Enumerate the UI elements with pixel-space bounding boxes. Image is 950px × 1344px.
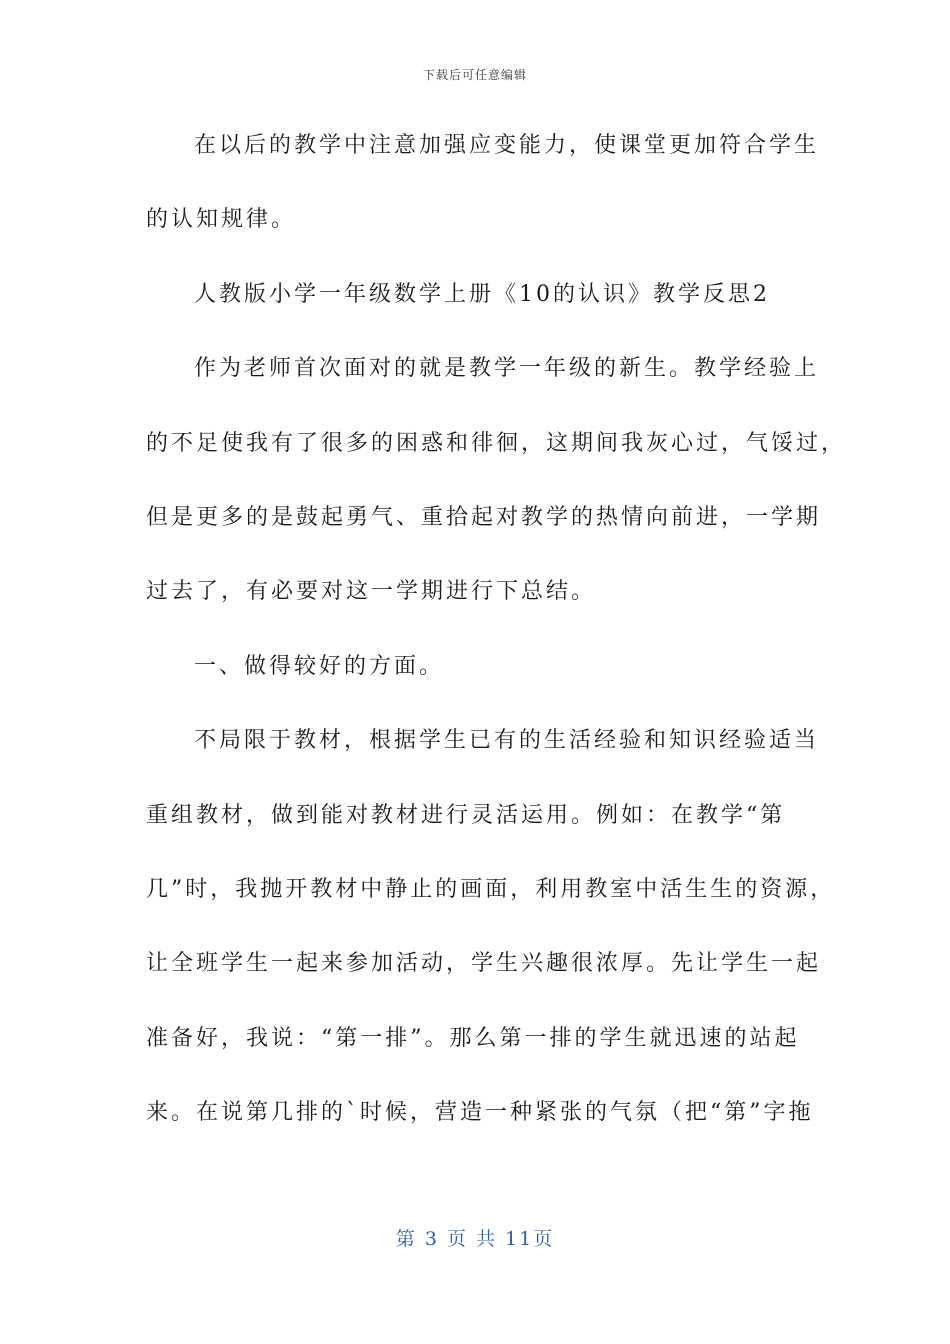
paragraph-line: 的认知规律。 xyxy=(146,207,297,233)
document-body xyxy=(146,118,847,1159)
paragraph-line: 作为老师首次面对的就是教学一年级的新生。教学经验上 xyxy=(194,356,820,382)
paragraph-line: 过去了，有必要对这一学期进行下总结。 xyxy=(146,579,597,605)
paragraph-line: 几”时，我抛开教材中静止的画面，利用教室中活生生的资源， xyxy=(146,876,836,902)
paragraph-line: 让全班学生一起来参加活动，学生兴趣很浓厚。先让学生一起 xyxy=(146,951,822,977)
page-footer: 第 3 页 共 11页 xyxy=(395,1228,555,1250)
paragraph-line: 但是更多的是鼓起勇气、重拾起对教学的热情向前进，一学期 xyxy=(146,504,822,530)
paragraph-line: 不局限于教材，根据学生已有的生活经验和知识经验适当 xyxy=(194,728,820,754)
subsection-heading: 一、做得较好的方面。 xyxy=(194,653,445,679)
paragraph-line: 重组教材，做到能对教材进行灵活运用。例如：在教学“第 xyxy=(146,802,786,828)
section-title: 人教版小学一年级数学上册《10的认识》教学反思2 xyxy=(194,281,770,307)
page-header: 下载后可任意编辑 xyxy=(422,68,527,82)
paragraph-line: 准备好，我说：“第一排”。那么第一排的学生就迅速的站起 xyxy=(146,1025,800,1051)
paragraph-line: 来。在说第几排的`时候，营造一种紧张的气氛（把“第”字拖 xyxy=(146,1100,814,1126)
paragraph-line: 的不足使我有了很多的困惑和徘徊，这期间我灰心过，气馁过， xyxy=(146,430,847,456)
paragraph-line: 在以后的教学中注意加强应变能力，使课堂更加符合学生 xyxy=(194,133,820,158)
